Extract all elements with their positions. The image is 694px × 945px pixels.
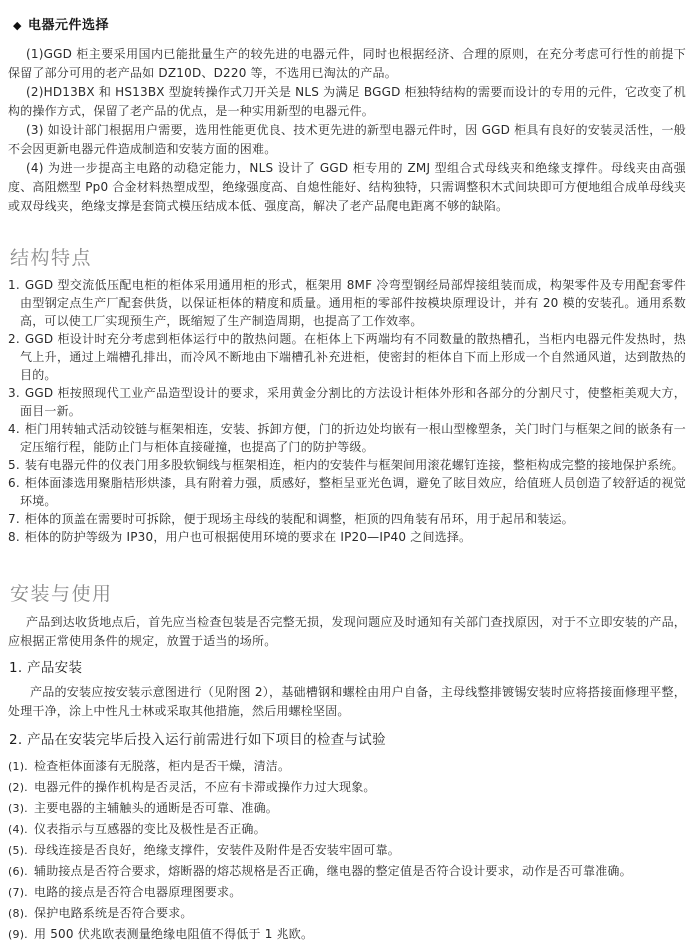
check-number: (5). — [8, 844, 28, 857]
item-number: 4. — [8, 422, 20, 436]
check-text: 辅助接点是否符合要求，熔断器的熔芯规格是否正确，继电器的整定值是否符合设计要求，动作是否可靠准确。 — [34, 864, 632, 878]
check-number: (4). — [8, 823, 28, 836]
check-number: (8). — [8, 907, 28, 920]
components-paragraph-3: (3) 如设计部门根据用户需要，选用性能更优良、技术更先进的新型电器元件时，因 GGD 柜具有良好的安装灵活性，一般不会因更新电器元件造成制造和安装方面的困难。 — [8, 123, 686, 156]
item-text: 柜体的防护等级为 IP30，用户也可根据使用环境的要求在 IP20—IP40 之间选择。 — [24, 530, 472, 544]
check-item — [8, 756, 686, 777]
check-item — [8, 798, 686, 819]
check-number: (6). — [8, 865, 28, 878]
check-number: (3). — [8, 802, 28, 815]
check-item — [8, 903, 686, 924]
section-title-install: 安装与使用 — [10, 583, 113, 605]
components-paragraph-4: (4) 为进一步提高主电路的动稳定能力，NLS 设计了 GGD 柜专用的 ZMJ 型组合式母线夹和绝缘支撑件。母线夹由高强度、高阻燃型 Pp0 合金材料热塑成型，绝缘强度高、自熄性能好、结构独特，只需调整积木式间块即可方便地组合成单母线夹或双母线夹，绝缘支撑是套筒式模压结成本低、强度高，解决了老产品爬电距离不够的缺陷。 — [8, 161, 686, 213]
check-text: 电器元件的操作机构是否灵活，不应有卡滞或操作力过大现象。 — [34, 780, 376, 794]
check-text: 母线连接是否良好，绝缘支撑件，安装件及附件是否安装牢固可靠。 — [34, 843, 401, 857]
check-list — [8, 756, 686, 945]
check-item — [8, 840, 686, 861]
list-item — [8, 384, 686, 420]
list-item — [8, 510, 686, 528]
item-number: 3. — [8, 386, 20, 400]
list-item — [8, 420, 686, 456]
item-number: 6. — [8, 476, 20, 490]
list-item — [8, 330, 686, 384]
list-item — [8, 456, 686, 474]
item-number: 5. — [8, 458, 20, 472]
list-item — [8, 276, 686, 330]
item-number: 7. — [8, 512, 20, 526]
check-text: 用 500 伏兆欧表测量绝缘电阻值不得低于 1 兆欧。 — [34, 927, 314, 941]
check-item — [8, 861, 686, 882]
diamond-bullet-icon: ◆ — [13, 19, 22, 32]
item-text: 柜门用转轴式活动铰链与框架相连，安装、拆卸方便，门的折边处均嵌有一根山型橡塑条，关门时门与框架之间的嵌条有一定压缩行程，能防止门与柜体直接碰撞，也提高了门的防护等级。 — [20, 422, 686, 454]
install-intro-paragraph: 产品到达收货地点后，首先应当检查包装是否完整无损，发现问题应及时通知有关部门查找原因，对于不立即安装的产品，应根据正常使用条件的规定，放置于适当的场所。 — [8, 615, 686, 648]
list-item — [8, 528, 686, 546]
install-subheading-2: 2. 产品在安装完毕后投入运行前需进行如下项目的检查与试验 — [9, 732, 386, 748]
check-number: (7). — [8, 886, 28, 899]
check-item — [8, 777, 686, 798]
check-number: (2). — [8, 781, 28, 794]
list-item — [8, 474, 686, 510]
check-number: (1). — [8, 760, 28, 773]
check-text: 仪表指示与互感器的变比及极性是否正确。 — [34, 822, 266, 836]
install-subheading-1: 1. 产品安装 — [9, 660, 83, 676]
components-paragraph-1: (1)GGD 柜主要采用国内已能批量生产的较先进的电器元件，同时也根据经济、合理的原则，在充分考虑可行性的前提下保留了部分可用的老产品如 DZ10D、D220 等，不选用已淘汰的产品。 — [8, 47, 686, 80]
check-number: (9). — [8, 928, 28, 941]
check-item — [8, 819, 686, 840]
item-text: GGD 型交流低压配电柜的柜体采用通用柜的形式，框架用 8MF 冷弯型钢经局部焊接组装而成，构架零件及专用配套零件由型钢定点生产厂配套供货，以保证柜体的精度和质量。通用柜的零部件按模块原理设计，并有 20 模的安装孔。通用系数高，可以使工厂实现预生产，既缩短了生产制造周期，也提高了工作效率。 — [20, 278, 686, 328]
item-text: GGD 柜按照现代工业产品造型设计的要求，采用黄金分割比的方法设计柜体外形和各部分的分割尺寸，使整柜美观大方，面目一新。 — [20, 386, 686, 418]
item-text: GGD 柜设计时充分考虑到柜体运行中的散热问题。在柜体上下两端均有不同数量的散热槽孔，当柜内电器元件发热时，热气上升，通过上端槽孔排出，而冷风不断地由下端槽孔补充进柜，使密封的柜体自下而上形成一个自然通风道，达到散热的目的。 — [20, 332, 686, 382]
item-number: 1. — [8, 278, 20, 292]
item-text: 柜体面漆选用聚脂桔形烘漆，具有附着力强，质感好，整柜呈亚光色调，避免了眩目效应，给值班人员创造了较舒适的视觉环境。 — [20, 476, 686, 508]
structure-list — [8, 276, 686, 546]
components-title-text: 电器元件选择 — [27, 18, 109, 33]
check-text: 保护电路系统是否符合要求。 — [34, 906, 193, 920]
check-text: 电路的接点是否符合电器原理图要求。 — [34, 885, 242, 899]
section-title-structure: 结构特点 — [10, 247, 93, 269]
section-title-components — [13, 14, 686, 33]
install-paragraph-1: 产品的安装应按安装示意图进行（见附图 2），基础槽钢和螺栓由用户自备，主母线整排镀锡安装时应将搭接面修理平整，处理干净，涂上中性凡士林或采取其他措施，然后用螺栓坚固。 — [8, 685, 686, 718]
components-paragraph-2: (2)HD13BX 和 HS13BX 型旋转操作式刀开关是 NLS 为满足 BGGD 柜独特结构的需要而设计的专用的元件，它改变了机构的操作方式，保留了老产品的优点，是一种实用新型的电器元件。 — [8, 85, 686, 118]
item-text: 装有电器元件的仪表门用多股软铜线与框架相连，柜内的安装件与框架间用滚花螺钉连接，整柜构成完整的接地保护系统。 — [24, 458, 684, 472]
check-item — [8, 882, 686, 903]
check-text: 检查柜体面漆有无脱落，柜内是否干燥，清洁。 — [34, 759, 291, 773]
item-number: 2. — [8, 332, 20, 346]
check-text: 主要电器的主辅触头的通断是否可靠、准确。 — [34, 801, 279, 815]
item-text: 柜体的顶盖在需要时可拆除，便于现场主母线的装配和调整，柜顶的四角装有吊环，用于起吊和装运。 — [24, 512, 574, 526]
item-number: 8. — [8, 530, 20, 544]
check-item — [8, 924, 686, 945]
